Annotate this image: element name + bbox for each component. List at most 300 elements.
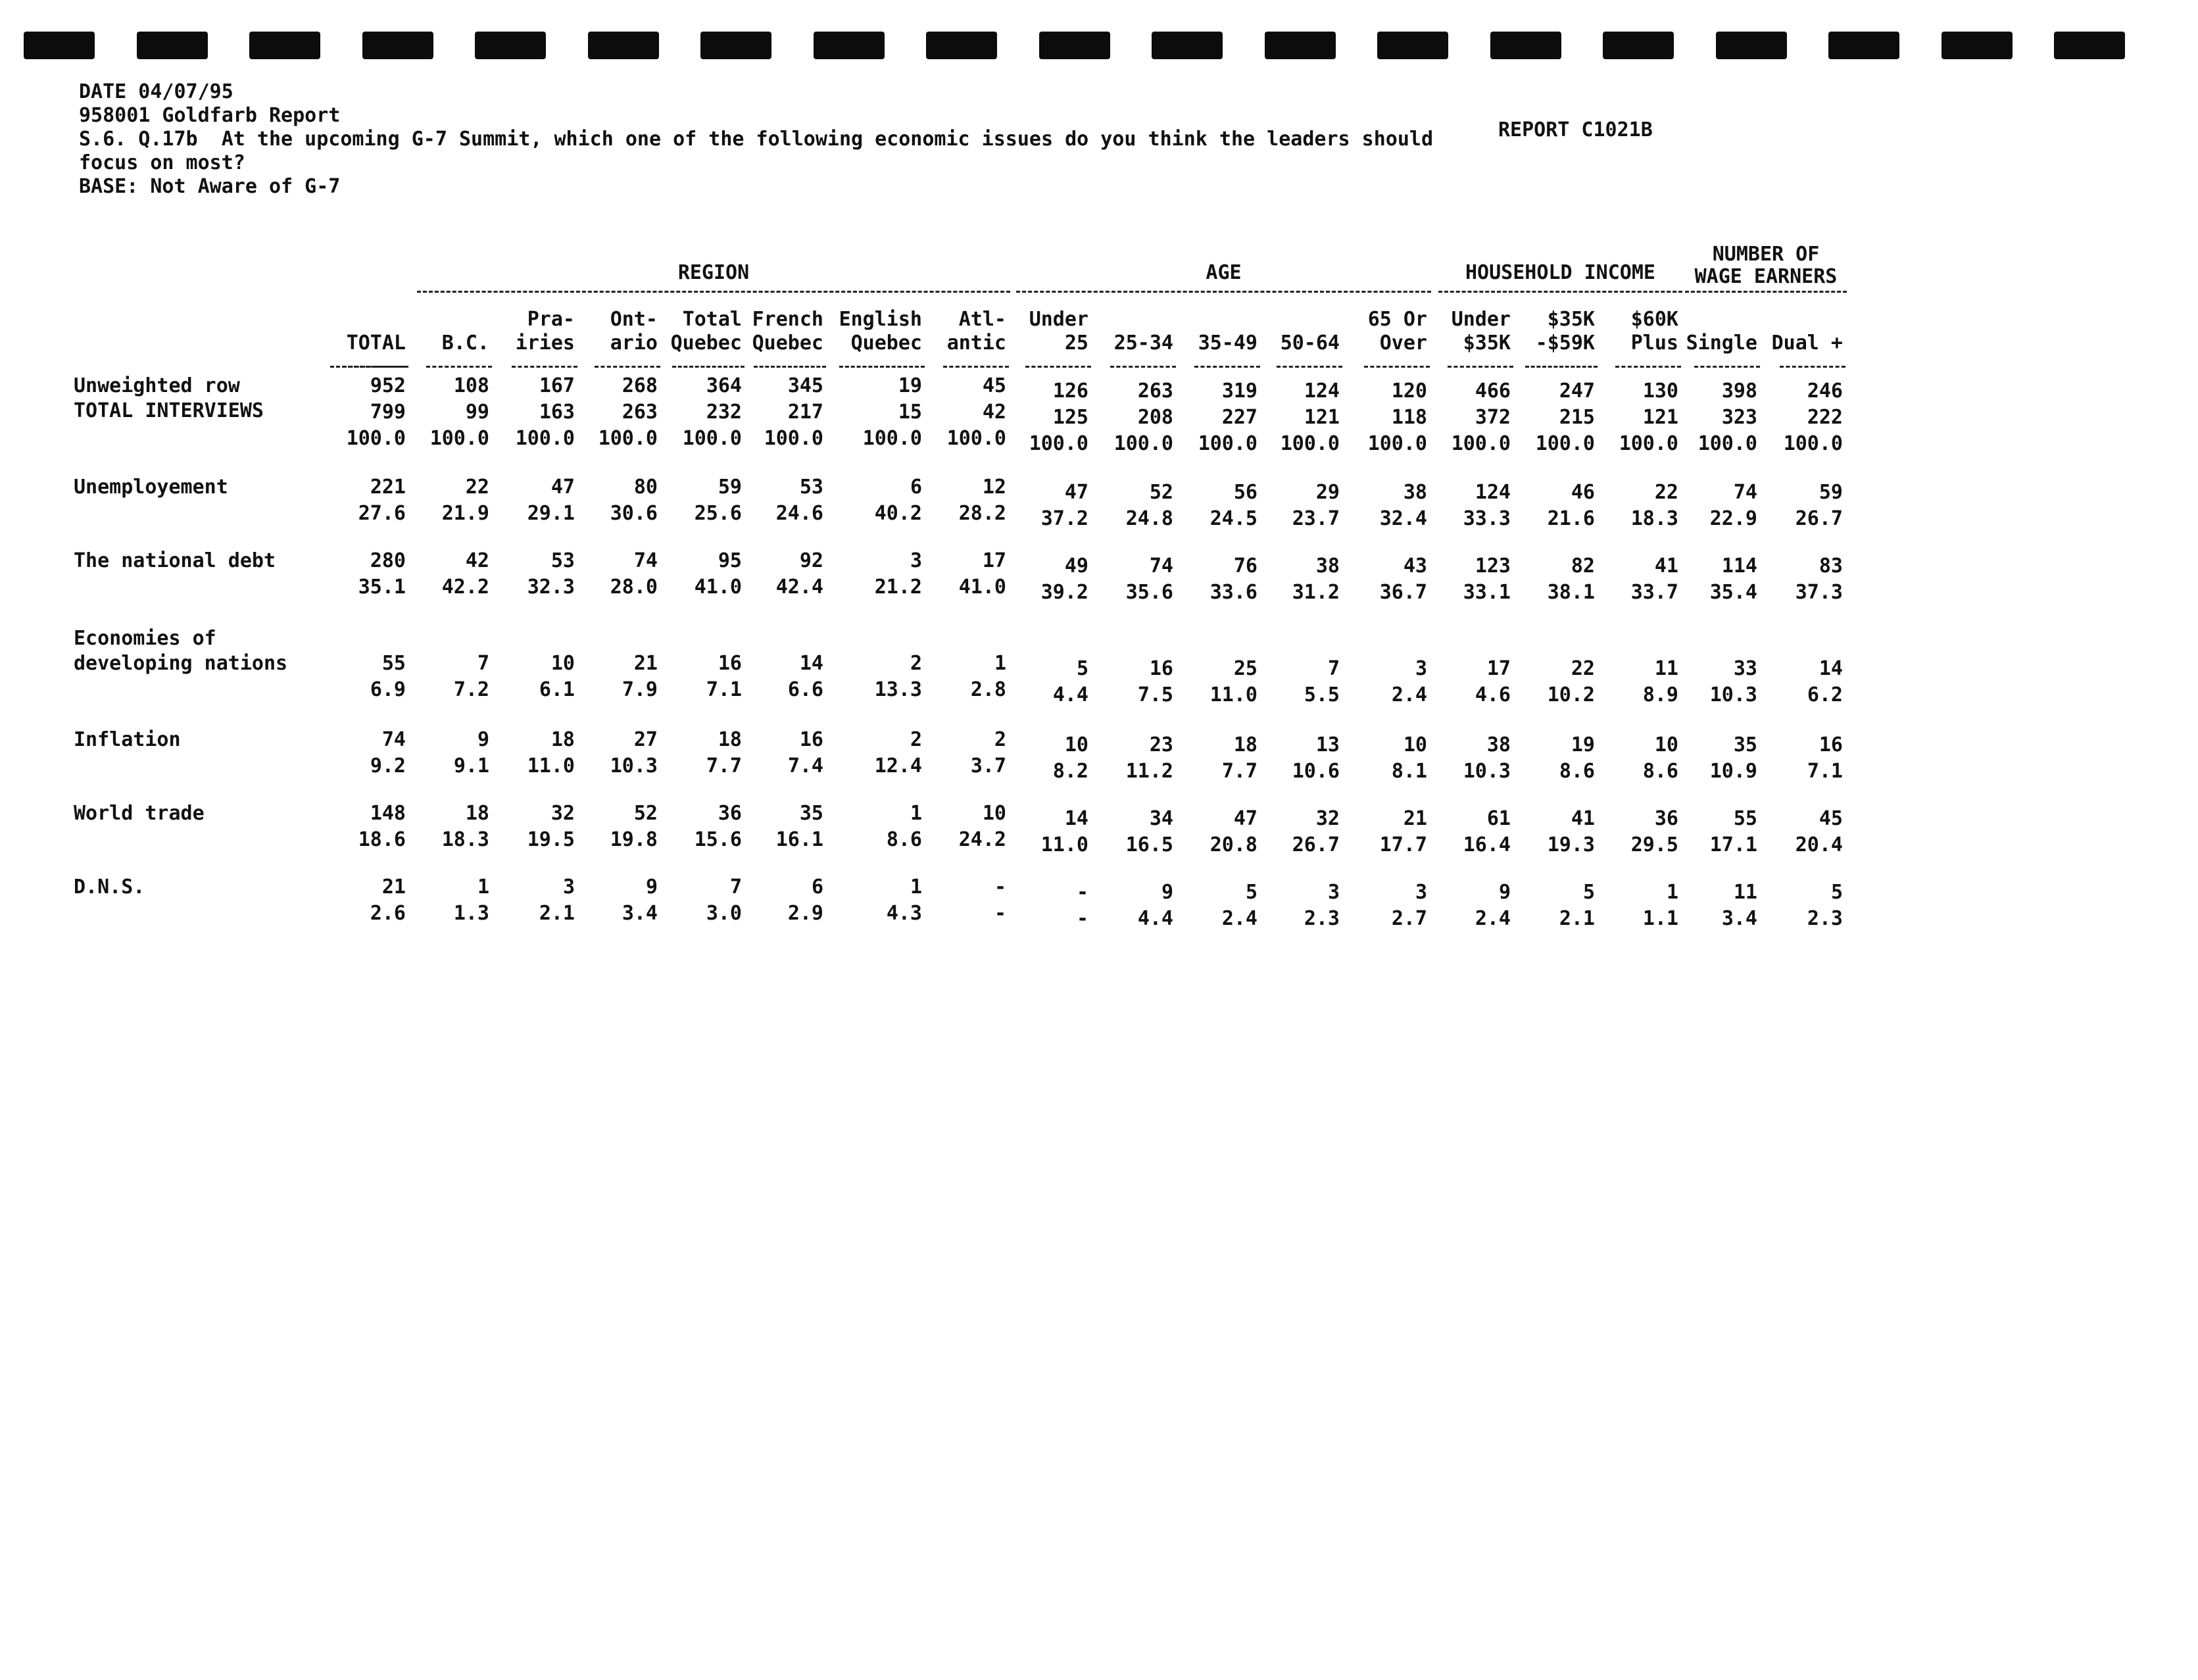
table-cell: 11.0 [527,754,575,778]
punch-hole [249,32,320,59]
punch-hole [588,32,659,59]
table-cell: 80 [633,476,658,499]
table-cell: 59 [1819,481,1843,504]
table-cell: 24.8 [1125,507,1173,530]
column-rule [426,366,492,368]
table-cell: 124 [1304,380,1340,403]
table-cell: 3 [1415,657,1427,680]
table-cell: 466 [1475,380,1511,403]
table-cell: 108 [453,374,489,397]
table-cell: 10.3 [610,754,658,778]
row-label: D.N.S. [74,876,145,899]
table-cell: 11 [1733,881,1757,904]
punch-hole [1828,32,1899,59]
table-cell: 32.4 [1379,507,1427,530]
table-cell: 42.4 [775,576,823,599]
table-cell: 45 [982,374,1006,397]
table-cell: 1 [910,802,922,825]
table-cell: 208 [1137,406,1173,429]
table-cell: 9 [1498,881,1511,904]
column-header: Ont- ario [610,308,658,355]
punch-hole [814,32,885,59]
table-cell: 3 [562,876,575,899]
table-cell: 20.4 [1795,833,1843,856]
table-cell: 121 [1642,406,1678,429]
table-cell: 2.3 [1304,907,1340,930]
table-cell: 19 [1571,733,1595,756]
table-cell: 1 [994,652,1006,675]
table-cell: 6.9 [370,678,406,701]
report-header [79,80,1433,199]
table-cell: 125 [1052,406,1088,429]
row-label: Inflation [74,728,181,751]
table-cell: 30.6 [610,502,658,525]
table-cell: 22 [1654,481,1678,504]
table-cell: 20.8 [1209,833,1258,856]
group-header-3: NUMBER OF WAGE EARNERS [1694,243,1838,288]
column-header: 35-49 [1198,332,1258,355]
table-cell: 2.6 [370,902,406,925]
table-cell: 83 [1819,555,1843,578]
column-rule [1364,366,1430,368]
table-cell: - [994,876,1006,899]
table-cell: 2.4 [1475,907,1511,930]
table-cell: 2 [994,728,1006,751]
table-cell: 280 [370,549,406,572]
table-cell: 2.8 [970,678,1006,701]
table-cell: 268 [622,374,658,397]
column-rule [512,366,577,368]
table-cell: 7.1 [706,678,742,701]
column-rule [1694,366,1760,368]
table-cell: 8.1 [1391,760,1427,783]
table-cell: 33.6 [1209,581,1258,604]
column-header: TOTAL [346,332,406,355]
table-cell: 36 [1654,807,1678,830]
punch-hole [1603,32,1674,59]
table-cell: 2.1 [539,902,575,925]
column-header: Total Quebec [670,308,742,355]
punch-hole [475,32,546,59]
table-cell: 59 [718,476,742,499]
table-cell: 7.1 [1807,760,1843,783]
column-header: Under $35K [1451,308,1511,355]
table-cell: 100.0 [1697,432,1757,455]
table-cell: 16 [799,728,823,751]
table-cell: 215 [1559,406,1595,429]
table-cell: 22 [465,476,489,499]
table-cell: 37.2 [1040,507,1088,530]
table-cell: 18.6 [358,828,406,851]
table-cell: 29 [1315,481,1340,504]
table-cell: 123 [1475,555,1511,578]
column-rule [943,366,1009,368]
report-name: 958001 Goldfarb Report [79,104,341,127]
table-cell: 1 [1666,881,1678,904]
table-cell: 8.6 [1642,760,1678,783]
table-cell: 232 [706,401,742,424]
table-cell: 35.6 [1125,581,1173,604]
table-cell: 4.4 [1137,907,1173,930]
table-cell: 22.9 [1709,507,1757,530]
table-cell: 124 [1475,481,1511,504]
table-cell: 7 [1327,657,1340,680]
group-header-rule [417,291,1010,293]
column-header: 25-34 [1113,332,1173,355]
table-cell: 11.0 [1209,683,1258,706]
column-header: $35K -$59K [1535,308,1595,355]
table-cell: 7.5 [1137,683,1173,706]
table-cell: 100.0 [862,427,922,450]
punch-hole [1377,32,1448,59]
table-cell: 100.0 [598,427,658,450]
column-rule [1277,366,1342,368]
table-cell: 47 [1064,481,1088,504]
table-cell: 2.1 [1559,907,1595,930]
punch-hole [926,32,997,59]
table-cell: 8.9 [1642,683,1678,706]
table-cell: 3.0 [706,902,742,925]
table-cell: 29.1 [527,502,575,525]
table-cell: 26.7 [1292,833,1340,856]
table-cell: 100.0 [1535,432,1595,455]
base-text: BASE: Not Aware of G-7 [79,175,341,198]
table-cell: 22 [1571,657,1595,680]
table-cell: 7.9 [622,678,658,701]
table-cell: 2.9 [787,902,823,925]
table-cell: 40.2 [874,502,922,525]
table-cell: 9 [645,876,658,899]
table-cell: 35.1 [358,576,406,599]
table-cell: 3 [1415,881,1427,904]
table-cell: 18 [1233,733,1258,756]
table-cell: - [1076,881,1088,904]
column-header: 50-64 [1280,332,1340,355]
table-cell: 29.5 [1630,833,1678,856]
table-cell: 10.9 [1709,760,1757,783]
table-cell: 6 [910,476,922,499]
table-cell: 100.0 [1619,432,1678,455]
punch-strip [0,32,2198,62]
group-header-2: HOUSEHOLD INCOME [1465,261,1655,284]
table-cell: 10 [982,802,1006,825]
table-cell: 38 [1315,555,1340,578]
table-cell: 120 [1391,380,1427,403]
row-label: Unweighted row TOTAL INTERVIEWS [74,374,264,422]
table-cell: 21.9 [441,502,489,525]
table-cell: 3 [910,549,922,572]
table-cell: 6.1 [539,678,575,701]
punch-hole [2054,32,2125,59]
table-cell: 47 [1233,807,1258,830]
table-cell: 217 [787,401,823,424]
table-cell: 1.1 [1642,907,1678,930]
row-label: World trade [74,802,205,825]
table-cell: 16.5 [1125,833,1173,856]
column-header: 65 Or Over [1367,308,1427,355]
table-cell: 10 [1403,733,1427,756]
group-header-rule [1685,291,1847,293]
punch-hole [1152,32,1223,59]
question-text: S.6. Q.17b At the upcoming G-7 Summit, which one of the following economic issues do you think the leaders should [79,128,1434,151]
column-rule [1615,366,1681,368]
table-cell: 100.0 [764,427,823,450]
table-cell: 263 [622,401,658,424]
column-rule [595,366,660,368]
question-text-continued: focus on most? [79,151,245,174]
table-cell: 41.0 [694,576,742,599]
table-cell: 34 [1149,807,1173,830]
table-cell: 14 [1819,657,1843,680]
table-cell: 11 [1654,657,1678,680]
table-cell: 2 [910,652,922,675]
table-cell: 53 [799,476,823,499]
table-cell: 1 [910,876,922,899]
table-cell: 100.0 [1280,432,1340,455]
table-cell: 1 [477,876,489,899]
table-cell: 5 [1582,881,1595,904]
table-cell: 4.6 [1475,683,1511,706]
table-cell: 42 [465,549,489,572]
table-cell: 8.6 [886,828,922,851]
table-cell: 95 [718,549,742,572]
table-cell: 12.4 [874,754,922,778]
table-cell: 31.2 [1292,581,1340,604]
table-cell: 100.0 [1029,432,1088,455]
table-cell: 221 [370,476,406,499]
table-cell: 263 [1137,380,1173,403]
table-cell: 18 [550,728,575,751]
table-cell: 41 [1571,807,1595,830]
table-cell: 74 [1149,555,1173,578]
table-cell: 26.7 [1795,507,1843,530]
row-label: Unemployement [74,476,228,499]
table-cell: 61 [1486,807,1511,830]
table-cell: 19.8 [610,828,658,851]
table-cell: 33.3 [1463,507,1511,530]
table-cell: 28.0 [610,576,658,599]
table-cell: 10 [1654,733,1678,756]
column-rule [1110,366,1176,368]
table-cell: 10.6 [1292,760,1340,783]
column-rule [672,366,745,368]
table-cell: 35.4 [1709,581,1757,604]
table-cell: 16.4 [1463,833,1511,856]
group-header-rule [1438,291,1682,293]
table-cell: 27 [633,728,658,751]
column-rule [1448,366,1513,368]
column-rule [839,366,925,368]
table-cell: 21 [633,652,658,675]
punch-hole [1716,32,1787,59]
column-header: Single [1686,332,1757,355]
table-cell: 36.7 [1379,581,1427,604]
table-cell: 17 [982,549,1006,572]
punch-hole [362,32,433,59]
table-cell: 38.1 [1547,581,1595,604]
table-cell: 9.2 [370,754,406,778]
column-rule [1780,366,1845,368]
table-cell: 53 [550,549,575,572]
table-cell: 952 [370,374,406,397]
table-cell: 18.3 [441,828,489,851]
table-cell: 42.2 [441,576,489,599]
table-cell: 46 [1571,481,1595,504]
table-cell: 7 [729,876,742,899]
table-cell: 25.6 [694,502,742,525]
table-cell: 9 [1161,881,1173,904]
column-header: French Quebec [752,308,823,355]
table-cell: 222 [1807,406,1843,429]
column-header: Atl- antic [946,308,1006,355]
table-cell: - [994,902,1006,925]
table-cell: 41 [1654,555,1678,578]
table-cell: 130 [1642,380,1678,403]
table-cell: 2.4 [1221,907,1258,930]
table-cell: 18 [465,802,489,825]
table-cell: 118 [1391,406,1427,429]
table-cell: 7.4 [787,754,823,778]
table-cell: 24.6 [775,502,823,525]
punch-hole [1039,32,1110,59]
table-cell: - [1076,907,1088,930]
table-cell: 3.4 [1721,907,1757,930]
table-cell: 32.3 [527,576,575,599]
table-cell: 23 [1149,733,1173,756]
table-cell: 100.0 [682,427,742,450]
table-cell: 18.3 [1630,507,1678,530]
table-cell: 23.7 [1292,507,1340,530]
table-cell: 364 [706,374,742,397]
table-cell: 100.0 [346,427,406,450]
table-cell: 6.6 [787,678,823,701]
table-cell: 319 [1221,380,1258,403]
column-rule [1525,366,1598,368]
table-cell: 15 [898,401,922,424]
table-cell: 82 [1571,555,1595,578]
table-cell: 33 [1733,657,1757,680]
table-cell: 36 [718,802,742,825]
table-cell: 17 [1486,657,1511,680]
table-cell: 56 [1233,481,1258,504]
table-cell: 10.3 [1709,683,1757,706]
table-cell: 3.7 [970,754,1006,778]
table-cell: 32 [550,802,575,825]
table-cell: 246 [1807,380,1843,403]
table-cell: 5 [1830,881,1843,904]
column-header: B.C. [441,332,489,355]
column-header: $60K Plus [1630,308,1678,355]
table-cell: 114 [1721,555,1757,578]
table-cell: 42 [982,401,1006,424]
table-cell: 10.2 [1547,683,1595,706]
table-cell: 92 [799,549,823,572]
table-cell: 74 [381,728,406,751]
table-cell: 9 [477,728,489,751]
table-cell: 21 [1403,807,1427,830]
table-cell: 39.2 [1040,581,1088,604]
table-cell: 4.4 [1052,683,1088,706]
table-cell: 6 [811,876,823,899]
table-cell: 38 [1486,733,1511,756]
table-cell: 37.3 [1795,581,1843,604]
table-cell: 19.3 [1547,833,1595,856]
table-cell: 11.0 [1040,833,1088,856]
table-cell: 8.6 [1559,760,1595,783]
table-cell: 24.5 [1209,507,1258,530]
table-cell: 18 [718,728,742,751]
table-cell: 15.6 [694,828,742,851]
table-cell: 21.2 [874,576,922,599]
table-cell: 10.3 [1463,760,1511,783]
table-cell: 47 [550,476,575,499]
table-cell: 6.2 [1807,683,1843,706]
table-cell: 345 [787,374,823,397]
table-cell: 33.7 [1630,581,1678,604]
table-cell: 5 [1076,657,1088,680]
column-rule [1194,366,1260,368]
table-cell: 24.2 [958,828,1006,851]
table-cell: 121 [1304,406,1340,429]
table-cell: 126 [1052,380,1088,403]
table-cell: 27.6 [358,502,406,525]
table-cell: 148 [370,802,406,825]
table-cell: 32 [1315,807,1340,830]
column-rule [1025,366,1091,368]
group-header-rule [1016,291,1431,293]
table-cell: 45 [1819,807,1843,830]
table-cell: 17.1 [1709,833,1757,856]
table-cell: 16 [718,652,742,675]
table-cell: 100.0 [1451,432,1511,455]
table-cell: 100.0 [515,427,575,450]
table-cell: 7.2 [453,678,489,701]
table-cell: 12 [982,476,1006,499]
table-cell: 100.0 [1113,432,1173,455]
table-cell: 398 [1721,380,1757,403]
table-cell: 16.1 [775,828,823,851]
report-date: DATE 04/07/95 [79,80,233,103]
table-cell: 21.6 [1547,507,1595,530]
punch-hole [24,32,95,59]
table-cell: 16 [1819,733,1843,756]
table-cell: 5.5 [1304,683,1340,706]
table-cell: 3 [1327,881,1340,904]
table-cell: 74 [633,549,658,572]
table-cell: 35 [1733,733,1757,756]
table-cell: 9.1 [453,754,489,778]
table-cell: 41.0 [958,576,1006,599]
table-cell: 99 [465,401,489,424]
table-cell: 52 [633,802,658,825]
table-cell: 21 [381,876,406,899]
punch-hole [1490,32,1561,59]
table-cell: 7 [477,652,489,675]
column-header: Pra- iries [515,308,575,355]
column-rule [754,366,826,368]
table-cell: 55 [381,652,406,675]
table-cell: 100.0 [1367,432,1427,455]
table-cell: 49 [1064,555,1088,578]
table-cell: 14 [1064,807,1088,830]
table-cell: 3.4 [622,902,658,925]
table-cell: 167 [539,374,575,397]
table-cell: 323 [1721,406,1757,429]
table-cell: 4.3 [886,902,922,925]
table-cell: 74 [1733,481,1757,504]
table-cell: 100.0 [429,427,489,450]
table-cell: 7.7 [1221,760,1258,783]
